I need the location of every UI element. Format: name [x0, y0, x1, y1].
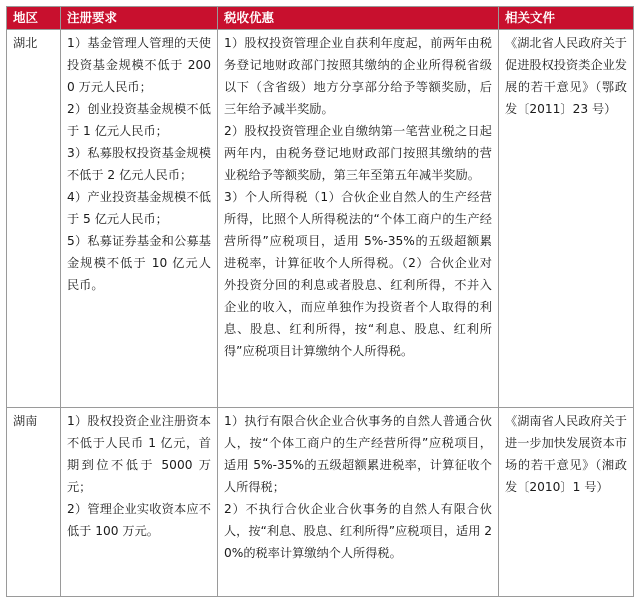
- tax-cell: [218, 408, 499, 597]
- requirement-item: 2）管理企业实收资本应不低于 100 万元。: [67, 502, 211, 538]
- tax-item: 3）个人所得税（1）合伙企业自然人的生产经营所得，比照个人所得税法的“个体工商户的生产经营所得”应税项目，适用 5%-35%的五级超额累进税率，计算征收个人所得税。（2）合伙企业对外投资分回的利息或者股息、红利所得，不并入企业的收入，而应单独作为投资者个人取得的利息、股息、红利所得，按“利息、股息、红利所得”应税项目计算缴纳个人所得税。: [224, 190, 492, 358]
- table-row: [7, 408, 634, 597]
- tax-item: 1）股权投资管理企业自获利年度起，前两年由税务登记地财政部门按照其缴纳的企业所得税省级以下（含省级）地方分享部分给予等额奖励，后三年给予减半奖励。: [224, 36, 492, 116]
- header-documents: 相关文件: [499, 7, 634, 30]
- header-region: 地区: [7, 7, 61, 30]
- document-cell: 《湖北省人民政府关于促进股权投资类企业发展的若干意见》（鄂政发〔2011〕23 号）: [499, 30, 634, 408]
- requirement-item: 1）基金管理人管理的天使投资基金规模不低于 2000 万元人民币；: [67, 36, 211, 94]
- header-requirements: 注册要求: [61, 7, 218, 30]
- tax-item: 1）执行有限合伙企业合伙事务的自然人普通合伙人，按“个体工商户的生产经营所得”应税项目，适用 5%-35%的五级超额累进税率，计算征收个人所得税；: [224, 414, 492, 494]
- requirement-item: 2）创业投资基金规模不低于 1 亿元人民币；: [67, 102, 211, 138]
- requirements-cell: [61, 30, 218, 408]
- requirement-item: 4）产业投资基金规模不低于 5 亿元人民币；: [67, 190, 211, 226]
- requirements-cell: [61, 408, 218, 597]
- requirement-item: 5）私募证券基金和公募基金规模不低于 10 亿元人民币。: [67, 234, 211, 292]
- tax-cell: [218, 30, 499, 408]
- requirement-item: 1）股权投资企业注册资本不低于人民币 1 亿元，首期到位不低于 5000 万元；: [67, 414, 211, 494]
- header-tax: 税收优惠: [218, 7, 499, 30]
- table-row: [7, 30, 634, 408]
- document-cell: 《湖南省人民政府关于进一步加快发展资本市场的若干意见》（湘政发〔2010〕1 号）: [499, 408, 634, 597]
- tax-item: 2）股权投资管理企业自缴纳第一笔营业税之日起两年内，由税务登记地财政部门按照其缴纳的营业税给予等额奖励，第三年至第五年减半奖励。: [224, 124, 492, 182]
- tax-item: 2）不执行合伙企业合伙事务的自然人有限合伙人，按“利息、股息、红利所得”应税项目，适用 20%的税率计算缴纳个人所得税。: [224, 502, 493, 560]
- table-header-row: [7, 7, 634, 30]
- policy-table: [6, 6, 634, 597]
- region-cell: 湖南: [7, 408, 61, 597]
- requirement-item: 3）私募股权投资基金规模不低于 2 亿元人民币；: [67, 146, 211, 182]
- region-cell: 湖北: [7, 30, 61, 408]
